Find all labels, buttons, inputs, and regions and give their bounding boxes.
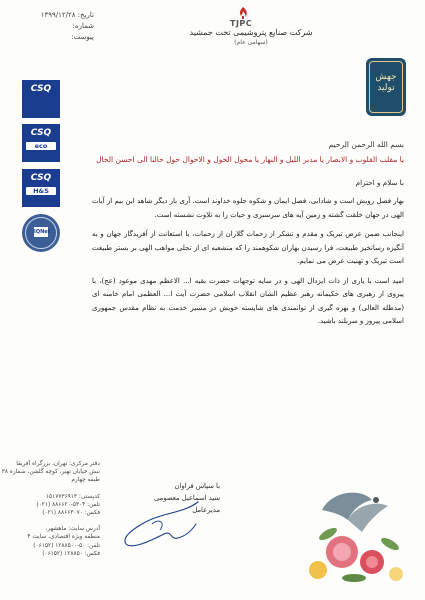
badge-text: جهش تولید (375, 72, 397, 93)
cert-sub: H&S (26, 187, 56, 195)
cert-label: IQNet (34, 229, 51, 235)
signer-name: سید اسماعیل معصومی (153, 494, 220, 502)
letter-meta (14, 10, 94, 43)
number-line: شماره: (72, 22, 94, 30)
site-phone-line: تلفن: ۵۰-۱۲۸۸۵۰۰ (۰۶۱۵۲) (33, 542, 100, 549)
date-line: تاریخ: ۱۳۹۹/۱۲/۲۸ (40, 11, 94, 19)
company-name: شرکت صنایع پتروشیمی تخت جمشید (189, 28, 313, 37)
paragraph: اینجانب ضمن عرض تبریک و مقدم و تشکر از زحمات گلاران از زحمات، با استعانت از آفریدگار جهان و به آنگیزه رساتخیز طبیعت، فرا رسیدن بهاران شکوهمند را که منشعبه ای از تجلی مواهب الهی بر بستر طبیعت است تبریک و تهنیت عرض می نمایم. (92, 230, 404, 265)
letter-body (92, 140, 404, 335)
logo-text: TJPC (230, 19, 253, 28)
address-block (1, 460, 100, 558)
handwritten-signature (112, 494, 204, 554)
site-address-line: منطقه ویژه اقتصادی، سایت ۴ (27, 534, 100, 541)
attachment-line: پیوست: (71, 33, 94, 41)
signer-title: مدیرعامل (192, 506, 220, 514)
cert-label: CSQ (30, 84, 52, 94)
cert-sub: eco (26, 142, 56, 150)
company-type: (سهامی عام) (234, 39, 268, 46)
spacer (14, 485, 100, 493)
flame-logo-icon (236, 6, 250, 20)
address-line: دفتر مرکزی: تهران، بزرگراه آفریقا (16, 461, 100, 467)
cert-csq (22, 80, 60, 118)
slogan-badge (366, 58, 406, 116)
company-heading (176, 28, 326, 46)
site-fax-line: فکس: ۱۲۸۸۵۰ (۰۶۱۵۲) (42, 550, 100, 557)
paragraph: امید است با یاری از ذات ایزدال الهی و در سایه توجهات حضرت بقیه ا... الاعظم مهدی موعود (عج)، با پیروی از رهبری های حکیمانه رهبر عظیم الشان انقلاب اسلامی حضرت آیت ا... العظمی امام خامنه ای (مدظله العالی) و بهره گیری از توانمندی های شایسته خویش در مسیر خدمت به نظام مقدس جمهوری اسلامی پیروز و سربلند باشید. (92, 276, 404, 325)
invocation-line: یا مقلب القلوب و الابصار یا مدبر اللیل و النهار یا محول الحول و الاحوال حول حالنا الی احسن الحال (96, 155, 404, 164)
floral-bird-decoration-icon (292, 470, 410, 590)
cert-label: CSQ (30, 128, 52, 138)
company-logo (226, 6, 266, 28)
cert-csq-eco (22, 124, 60, 162)
postal-code: کدپستی: ۱۵۱۷۷۳۶۹۱۳ (45, 493, 100, 500)
spacer (14, 517, 100, 525)
bismillah: بسم الله الرحمن الرحیم (328, 140, 404, 149)
paragraph: بهار فصل رویش است و شادابی، فصل ایمان و شکوه جلوه خداوند است. آری بار دیگر شاهد این بیم از آیات الهی در جهان خلقت گشته و زمین آیه های سرسبزی و حیات را به تلاوت نشسته است. (92, 197, 404, 219)
closing: با سپاس فراوان (174, 482, 220, 490)
cert-iqnet-seal (22, 214, 60, 252)
address-line: طبقه چهارم (71, 477, 100, 484)
cert-label: CSQ (30, 173, 52, 183)
greeting: با سلام و احترام (355, 178, 404, 187)
phone-line: تلفن: ۵۳۰۴-۸۸۶۶۲۰ (۰۲۱) (36, 501, 100, 508)
fax-line: فکس: ۸۸۶۶۳۰۷۰ (۰۲۱) (42, 510, 100, 517)
cert-csq-hs (22, 169, 60, 207)
site-address-line: آدرس سایت: ماهشهر، (45, 526, 100, 533)
address-line: نبش خیابان تهیر، کوچه گلشن، شماره ۳۸ (1, 469, 100, 476)
